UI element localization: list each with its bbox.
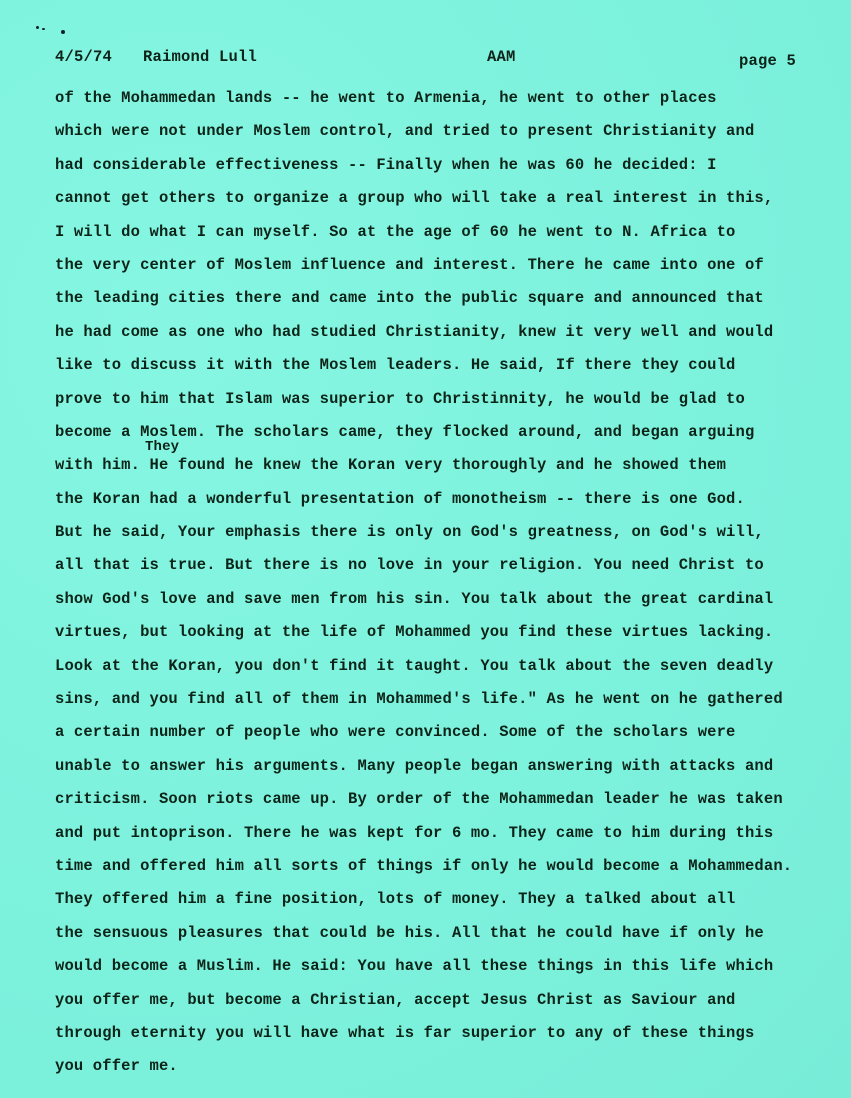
text-line: virtues, but looking at the life of Mohammed you find these virtues lacking. [55,623,774,642]
text-line: the sensuous pleasures that could be his. All that he could have if only he [55,923,764,942]
interlinear-correction: They [145,439,180,456]
text-line: and put intoprison. There he was kept for 6 mo. They came to him during this [55,823,774,842]
text-line: prove to him that Islam was superior to Christinnity, he would be glad to [55,389,745,408]
header-date: 4/5/74 [55,48,113,66]
text-line: he had come as one who had studied Christianity, knew it very well and would [55,322,774,341]
header-code: AAM [487,48,516,66]
text-line: of the Mohammedan lands -- he went to Armenia, he went to other places [55,89,717,107]
text-line: through eternity you will have what is far superior to any of these things [55,1023,755,1042]
text-line: with him. He found he knew the Koran very thoroughly and he showed them They [55,439,727,475]
text-line: But he said, Your emphasis there is only on God's greatness, on God's will, [55,523,764,542]
text-line: you offer me, but become a Christian, accept Jesus Christ as Saviour and [55,990,736,1009]
text-line: the leading cities there and came into the public square and announced that [55,289,764,308]
text-line: which were not under Moslem control, and tried to present Christianity and [55,122,755,141]
text-line: show God's love and save men from his sin. You talk about the great cardinal [55,589,774,608]
text-line: criticism. Soon riots came up. By order of the Mohammedan leader he was taken [55,790,783,809]
text-line: unable to answer his arguments. Many people began answering with attacks and [55,756,774,775]
header-page-number: page 5 [739,52,797,70]
text-line: all that is true. But there is no love in your religion. You need Christ to [55,556,764,575]
text-line: I will do what I can myself. So at the age of 60 he went to N. Africa to [55,222,736,241]
text-line: a certain number of people who were convinced. Some of the scholars were [55,723,736,742]
text-line: like to discuss it with the Moslem leaders. He said, If there they could [55,356,736,375]
text-line: the very center of Moslem influence and interest. There he came into one of [55,255,764,274]
body-text [55,86,845,1088]
text-line: the Koran had a wonderful presentation of monotheism -- there is one God. [55,489,745,508]
text-line: would become a Muslim. He said: You have all these things in this life which [55,957,774,976]
ink-mark [36,24,76,34]
text-line: time and offered him all sorts of things if only he would become a Mohammedan. [55,856,793,875]
page-header [55,48,815,72]
text-line: become a Moslem. The scholars came, they flocked around, and began arguing [55,422,755,441]
text-line: sins, and you find all of them in Mohammed's life." As he went on he gathered [55,690,783,709]
text-line: They offered him a fine position, lots of money. They a talked about all [55,890,736,909]
text-line: cannot get others to organize a group who will take a real interest in this, [55,189,774,208]
text-line: Look at the Koran, you don't find it taught. You talk about the seven deadly [55,656,774,675]
text-line: had considerable effectiveness -- Finally when he was 60 he decided: I [55,155,717,174]
text-line: you offer me. [55,1057,178,1076]
header-title: Raimond Lull [143,48,258,66]
